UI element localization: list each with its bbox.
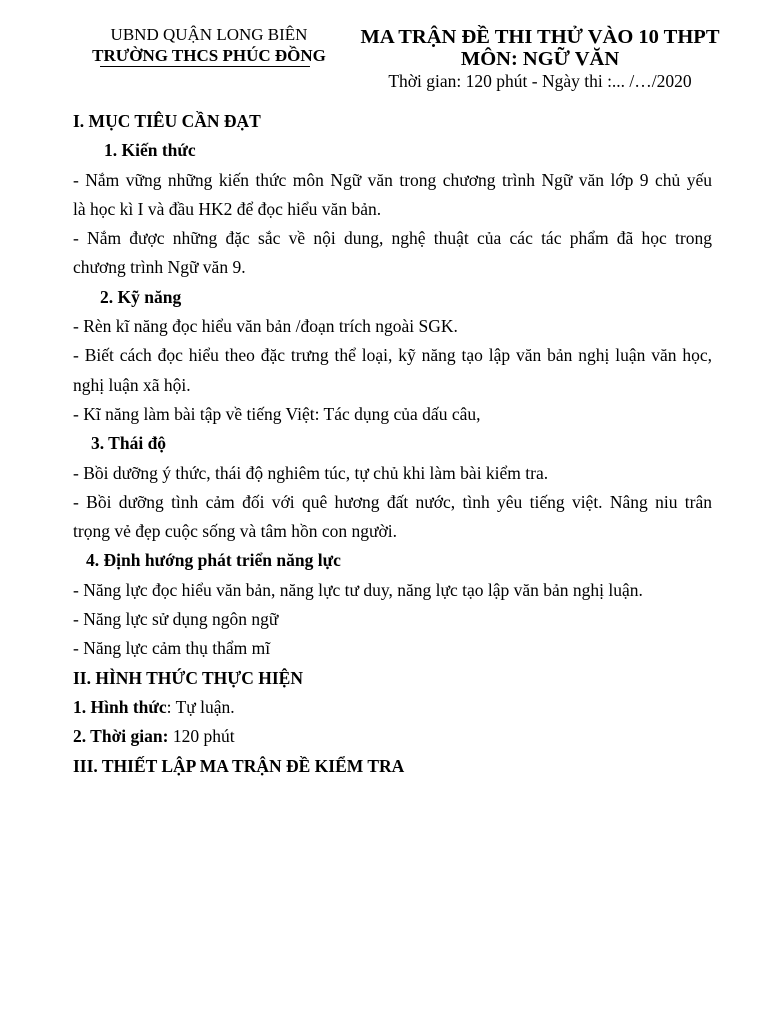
knowledge-paragraph-2-line-2: chương trình Ngữ văn 9. xyxy=(73,257,246,278)
exam-subject: MÔN: NGỮ VĂN xyxy=(460,48,620,70)
skills-paragraph-2-line-1: - Biết cách đọc hiểu theo đặc trưng thể loại, kỹ năng tạo lập văn bản nghị luận văn học, xyxy=(73,345,712,366)
knowledge-heading: 1. Kiến thức xyxy=(104,140,196,161)
document-header-right xyxy=(338,26,742,92)
duration-label: 2. Thời gian: xyxy=(73,726,169,747)
duration-value: 120 phút xyxy=(168,726,235,747)
school-underline xyxy=(100,66,310,67)
duration-line xyxy=(73,722,712,751)
competence-heading: 4. Định hướng phát triển năng lực xyxy=(86,550,341,571)
skills-paragraph-1: - Rèn kĩ năng đọc hiểu văn bản /đoạn trích ngoài SGK. xyxy=(73,316,458,337)
knowledge-paragraph-1-line-2: là học kì I và đầu HK2 để đọc hiểu văn bản. xyxy=(73,198,382,219)
section-1-heading: I. MỤC TIÊU CẦN ĐẠT xyxy=(73,111,261,131)
form-value: : Tự luận. xyxy=(166,696,235,717)
competence-paragraph-2: - Năng lực sử dụng ngôn ngữ xyxy=(73,609,279,630)
document-header-left xyxy=(68,24,350,66)
district-name: UBND QUẬN LONG BIÊN xyxy=(110,25,308,44)
exam-title: MA TRẬN ĐỀ THI THỬ VÀO 10 THPT xyxy=(360,26,720,48)
school-name-text: TRƯỜNG THCS PHÚC ĐỒNG xyxy=(92,46,326,65)
exam-time-date: Thời gian: 120 phút - Ngày thi :... /…/2020 xyxy=(388,71,692,91)
skills-paragraph-3: - Kĩ năng làm bài tập về tiếng Việt: Tác dụng của dấu câu, xyxy=(73,403,481,424)
skills-heading: 2. Kỹ năng xyxy=(100,286,182,307)
attitude-paragraph-2-line-1: - Bồi dưỡng tình cảm đối với quê hương đất nước, tình yêu tiếng việt. Nâng niu trân xyxy=(73,491,712,512)
skills-paragraph-2-line-2: nghị luận xã hội. xyxy=(73,374,191,395)
competence-paragraph-1: - Năng lực đọc hiểu văn bản, năng lực tư duy, năng lực tạo lập văn bản nghị luận. xyxy=(73,579,643,600)
competence-paragraph-3: - Năng lực cảm thụ thẩm mĩ xyxy=(73,638,271,659)
document-body xyxy=(73,107,712,781)
attitude-heading: 3. Thái độ xyxy=(91,433,167,454)
knowledge-paragraph-1-line-1: - Nắm vững những kiến thức môn Ngữ văn trong chương trình Ngữ văn lớp 9 chủ yếu xyxy=(73,169,712,190)
form-label: 1. Hình thức xyxy=(73,696,167,717)
attitude-paragraph-1: - Bồi dưỡng ý thức, thái độ nghiêm túc, tự chủ khi làm bài kiểm tra. xyxy=(73,462,549,483)
section-3-heading: III. THIẾT LẬP MA TRẬN ĐỀ KIỂM TRA xyxy=(73,755,405,776)
section-2-heading: II. HÌNH THỨC THỰC HIỆN xyxy=(73,667,303,688)
knowledge-paragraph-2-line-1: - Nắm được những đặc sắc về nội dung, nghệ thuật của các tác phẩm đã học trong xyxy=(73,228,712,249)
form-line xyxy=(73,693,712,722)
school-name xyxy=(92,45,326,66)
attitude-paragraph-2-line-2: trọng vẻ đẹp cuộc sống và tâm hồn con người. xyxy=(73,521,397,542)
